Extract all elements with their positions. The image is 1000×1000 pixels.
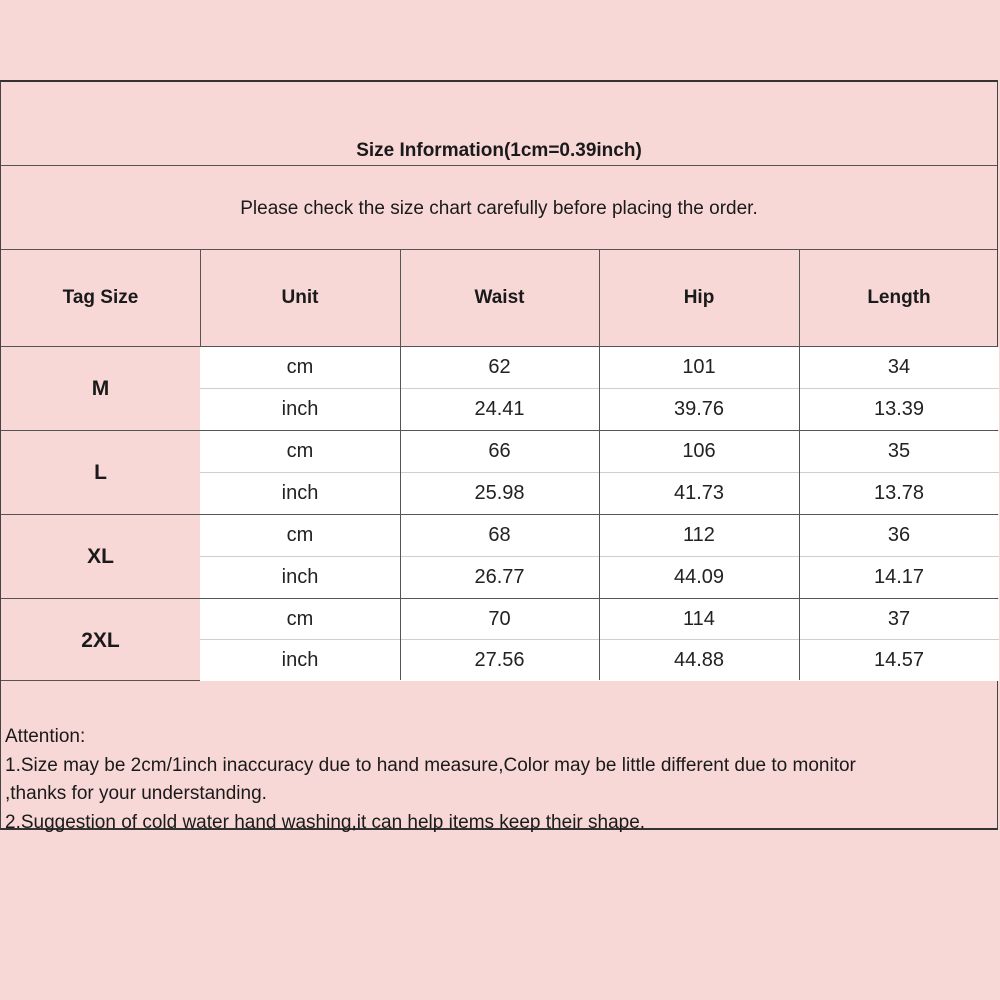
waist-cell: 68 bbox=[488, 524, 511, 546]
unit-cell: inch bbox=[281, 482, 319, 504]
header-length: Length bbox=[867, 287, 931, 308]
length-cell: 14.57 bbox=[873, 649, 925, 671]
header-unit: Unit bbox=[281, 287, 319, 308]
waist-cell: 25.98 bbox=[474, 482, 525, 504]
col-rule-3-body bbox=[599, 347, 600, 680]
attention-notes bbox=[5, 723, 856, 837]
hip-cell: 114 bbox=[683, 608, 715, 630]
hip-cell: 106 bbox=[682, 440, 716, 462]
waist-cell: 27.56 bbox=[474, 649, 525, 671]
hip-cell: 44.88 bbox=[673, 649, 725, 671]
length-cell: 34 bbox=[887, 356, 911, 378]
unit-cell: cm bbox=[286, 356, 314, 378]
tag-size-m: M bbox=[91, 377, 110, 400]
waist-cell: 24.41 bbox=[474, 398, 525, 420]
waist-cell: 62 bbox=[488, 356, 511, 378]
length-cell: 36 bbox=[887, 524, 911, 546]
notes-line-1-continued: ,thanks for your understanding. bbox=[5, 783, 267, 804]
notes-line-1: 1.Size may be 2cm/1inch inaccuracy due to hand measure,Color may be little different due to monitor bbox=[5, 754, 856, 776]
length-cell: 37 bbox=[887, 608, 911, 630]
notes-heading: Attention: bbox=[5, 726, 86, 747]
unit-cell: cm bbox=[286, 524, 314, 546]
hip-cell: 112 bbox=[683, 524, 715, 546]
hip-cell: 101 bbox=[682, 356, 716, 378]
length-cell: 13.39 bbox=[873, 398, 925, 420]
unit-cell: inch bbox=[281, 566, 319, 588]
hip-cell: 39.76 bbox=[673, 398, 725, 420]
waist-cell: 70 bbox=[488, 608, 511, 630]
unit-cell: cm bbox=[286, 440, 314, 462]
tag-size-2xl: 2XL bbox=[81, 629, 120, 652]
rule-title bbox=[1, 165, 997, 166]
tag-size-xl: XL bbox=[87, 545, 114, 568]
length-cell: 35 bbox=[887, 440, 911, 462]
notes-line-2: 2.Suggestion of cold water hand washing,it can help items keep their shape. bbox=[5, 811, 646, 833]
col-rule-4-body bbox=[799, 347, 800, 680]
col-rule-2-body bbox=[400, 347, 401, 680]
waist-cell: 66 bbox=[488, 440, 511, 462]
hip-cell: 41.73 bbox=[673, 482, 725, 504]
waist-cell: 26.77 bbox=[474, 566, 525, 588]
unit-cell: cm bbox=[286, 608, 314, 630]
hip-cell: 44.09 bbox=[673, 566, 725, 588]
size-chart bbox=[0, 80, 998, 833]
header-waist: Waist bbox=[474, 287, 525, 308]
length-cell: 14.17 bbox=[873, 566, 925, 588]
chart-title: Size Information(1cm=0.39inch) bbox=[356, 140, 642, 161]
length-cell: 13.78 bbox=[873, 482, 925, 504]
header-tag-size: Tag Size bbox=[62, 287, 139, 308]
unit-cell: inch bbox=[281, 649, 319, 671]
header-hip: Hip bbox=[683, 287, 715, 308]
chart-subtitle: Please check the size chart carefully before placing the order. bbox=[240, 198, 758, 219]
unit-cell: inch bbox=[281, 398, 319, 420]
tag-size-l: L bbox=[94, 461, 107, 484]
